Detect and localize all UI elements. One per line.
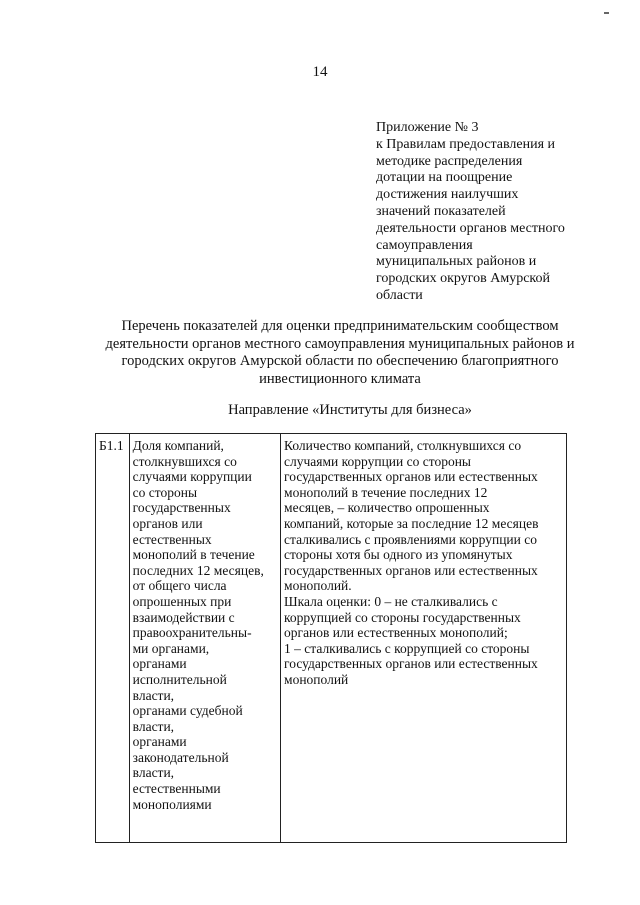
appendix-note	[376, 120, 596, 305]
indicator-name-line: органами	[132, 734, 187, 750]
description-line: монополий в течение последних 12	[284, 484, 488, 500]
description-line: монополий.	[284, 578, 352, 594]
indicator-name-line: от общего числа	[132, 578, 227, 594]
indicator-name-line: монополий в течение	[132, 547, 255, 563]
page-number: 14	[312, 64, 328, 80]
appendix-line: значений показателей	[376, 203, 506, 219]
appendix-line: городских округов Амурской	[376, 271, 551, 287]
indicator-name-line: случаями коррупции	[132, 469, 252, 485]
indicator-name-line: естественных	[132, 531, 212, 547]
appendix-line: к Правилам предоставления и	[376, 136, 556, 152]
description-line: монополий	[284, 671, 349, 687]
appendix-line: самоуправления	[376, 237, 473, 253]
indicator-name-line: столкнувшихся со	[132, 453, 237, 469]
description-line: сталкивались с проявлениями коррупции со	[284, 531, 537, 547]
indicator-code-cell	[96, 434, 130, 843]
appendix-line: муниципальных районов и	[376, 254, 537, 270]
description-line: компаний, которые за последние 12 месяцев	[284, 515, 539, 531]
appendix-line: методике распределения	[376, 153, 523, 169]
indicator-name-line: правоохранительны-	[132, 625, 252, 641]
appendix-line: области	[376, 287, 423, 303]
description-line: государственных органов или естественных	[284, 656, 538, 672]
appendix-line: дотации на поощрение	[376, 170, 513, 186]
title-line: городских округов Амурской области по обеспечению благоприятного	[121, 353, 559, 369]
indicator-name-line: власти,	[132, 765, 175, 781]
indicator-name-line: монополиями	[132, 796, 212, 812]
indicator-name-line: органами	[132, 656, 187, 672]
description-line: государственных органов или естественных	[284, 562, 538, 578]
description-line: месяцев, – количество опрошенных	[284, 500, 490, 516]
indicator-name-line: Доля компаний,	[132, 438, 224, 453]
description-line: государственных органов или естественных	[284, 469, 538, 485]
indicator-name-cell	[129, 434, 280, 843]
document-title	[80, 318, 600, 388]
direction-heading: Направление «Институты для бизнеса»	[228, 402, 472, 418]
indicator-name-line: органами судебной	[132, 703, 243, 719]
indicator-name-line: государственных	[132, 500, 231, 516]
description-line: коррупцией со стороны государственных	[284, 609, 521, 625]
appendix-line: Приложение № 3	[376, 120, 479, 135]
indicator-name-line: законодательной	[132, 749, 229, 765]
indicator-name-line: ми органами,	[132, 640, 210, 656]
table-row	[96, 434, 567, 843]
indicator-name-line: органов или	[132, 515, 203, 531]
appendix-line: деятельности органов местного	[376, 220, 565, 236]
indicator-name-line: со стороны	[132, 484, 198, 500]
indicator-name-line: исполнительной	[132, 671, 227, 687]
description-line: Количество компаний, столкнувшихся со	[284, 438, 522, 453]
indicator-description-cell	[281, 434, 567, 843]
description-line: стороны хотя бы одного из упомянутых	[284, 547, 513, 563]
indicator-name-line: власти,	[132, 718, 175, 734]
title-line: инвестиционного климата	[259, 370, 421, 387]
indicator-name-line: естественными	[132, 781, 221, 797]
scan-mark	[604, 12, 609, 14]
indicator-name-line: опрошенных при	[132, 593, 232, 609]
title-line: Перечень показателей для оценки предпринимательским сообществом	[121, 318, 559, 334]
description-line: органов или естественных монополий;	[284, 625, 508, 641]
indicator-table	[95, 433, 567, 843]
indicator-code: Б1.1	[99, 438, 124, 453]
description-line: Шкала оценки: 0 – не сталкивались с	[284, 593, 498, 609]
description-line: 1 – сталкивались с коррупцией со стороны	[284, 640, 530, 656]
indicator-name-line: последних 12 месяцев,	[132, 562, 264, 578]
indicator-name-line: власти,	[132, 687, 175, 703]
appendix-line: достижения наилучших	[376, 187, 519, 203]
indicator-name-line: взаимодействии с	[132, 609, 235, 625]
description-line: случаями коррупции со стороны	[284, 453, 471, 469]
title-line: деятельности органов местного самоуправления муниципальных районов и	[105, 335, 575, 352]
